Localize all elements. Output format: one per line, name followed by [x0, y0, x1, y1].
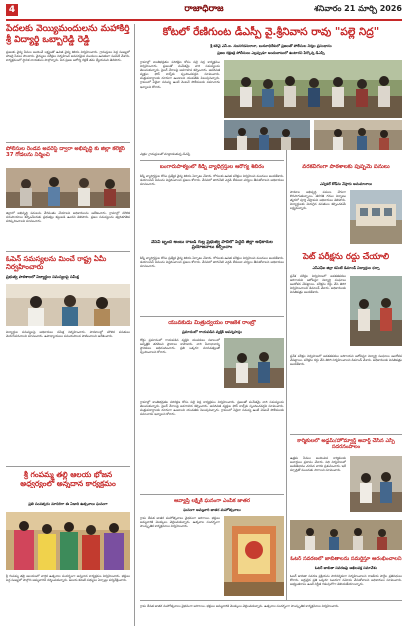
right-lower-photo-2: [290, 520, 402, 550]
column-divider: [134, 24, 135, 626]
divider: [140, 494, 284, 495]
left-bottom-body: శ్రీ గంపమ్మ తల్లి ఆలయంలో వార్షిక ఉత్సవాల సందర్భంగా అన్నదాన కార్యక్రమం నిర్వహించారు. భక్తులు పెద్ద సంఖ్యలో పాల్గొని అమ్మవారిని దర్శించుకున్నారు. ఆలయ కమిటీ సభ్యులు ఏర్పాట్లు పర్యవేక్షించారు.: [6, 574, 130, 583]
right-top-subhead: ఎన్నికల్ కోడ్‌ను వేస్తారు అనుమానాలు: [319, 182, 373, 186]
center-bottom-photo: [224, 516, 284, 596]
left-bottom-subhead: ప్రతి సంవత్సరం మాదిరిగా ఈ ఏడాది ఉత్సవాలు ఘనంగా: [28, 502, 108, 506]
left-mid2-subhead: ప్రభుత్వ పాఠశాలలో విద్యార్థుల సమస్యలపై సమీక్ష: [6, 275, 79, 279]
column-divider: [286, 150, 287, 600]
left-bottom-headline: శ్రీ గంపమ్మ తల్లి ఆలయ భోజన అధ్వర్యంలో అన్నదాన కార్యక్రమం: [20, 470, 116, 488]
masthead-divider: [6, 19, 402, 21]
right-mid-headline: పెట్ పరీక్షను రద్దు చేయాలి: [302, 252, 390, 262]
lead-body: గ్రామాల్లో శాంతిభద్రతల పరిరక్షణ కోసం పల్లె నిద్ర కార్యక్రమం నిర్వహించారు. ప్రజలతో మమేకమై వారి సమస్యలను తెలుసుకున్నారు. సైబర్ నేరాలపై అవగాహన కల్పించారు. అపరిచిత వ్యక్తుల ఫోన్ కాల్స్‌కు స్పందించవద్దని సూచించారు. మత్తుపదార్థాలకు దూరంగా ఉండాలని యువతకు పిలుపునిచ్చారు. గ్రామంలో ఏదైనా సమస్య ఉంటే వెంటనే పోలీసులకు సమాచారం ఇవ్వాలని కోరారు.: [140, 60, 220, 89]
right-mid-body-2: ప్రవేశ పరీక్షల నిర్వహణలో అవకతవకలు జరిగాయని ఆరోపిస్తూ విద్యార్థి సంఘాలు ఆందోళన చేపట్టాయి. పరీక్షను రద్దు చేసి తిరిగి నిర్వహించాలని డిమాండ్ చేశారు. అధికారులకు వినతిపత్రం అందజేశారు.: [290, 354, 402, 367]
masthead: [6, 3, 402, 20]
divider: [6, 251, 130, 252]
divider: [140, 316, 284, 317]
center-mid-headline-2: వేసవి బృంద అంబు రాబడి గుల్ల ప్రభుత్వ పాదిలో పెద్దది జిల్లా అధికారుల ప్రయోజనాలు కల్పించాం: [151, 240, 273, 251]
issue-date: శనివారం 21 మార్చి 2026: [314, 4, 402, 13]
left-mid2-photo: [6, 284, 130, 326]
center-bottom-body: గ్రామ దేవత జాతర మహోత్సవాలు వైభవంగా జరిగాయి. భక్తులు అమ్మవారికి మొక్కులు చెల్లించుకున్నారు. ఉత్సవాల సందర్భంగా సాంస్కృతిక కార్యక్రమాలు నిర్వహించారు.: [140, 516, 220, 529]
paper-name: రాజాధిరాజ: [184, 4, 224, 14]
right-lower-body: ఉత్తమ సేవలు అందించిన కార్మికులకు అవార్డులు ప్రదానం చేశారు. విధి నిర్వహణలో అంకితభావం చూపిన వారిని ప్రశంసించారు. ఇదే స్ఫూర్తితో ముందుకు సాగాలని సూచించారు.: [290, 456, 346, 473]
divider: [290, 434, 402, 435]
left-mid-body: జిల్లాలో అభివృద్ధి పనులను వేగవంతం చేయాలని అధికారులను ఆదేశించారు. గ్రామాల్లో మౌలిక సదుపాయాలు కల్పించేందుకు ప్రభుత్వం కట్టుబడి ఉందని తెలిపారు. ప్రజల సమస్యలను త్వరితగతిన పరిష్కరించాలని సూచించారు.: [6, 211, 130, 224]
lead-subhead-2: ప్రజల రక్షణకై పోలీసులు ఎల్లప్పుడూ అందుబాటులో ఉంటారని పేర్కొన్న డీఎస్పీ: [217, 51, 325, 55]
lead-photo-3: [314, 120, 402, 150]
bottom-subhead: ఓటర్ జాబితా సవరణపై అఖిలపక్ష సమావేశం: [314, 566, 378, 570]
right-mid-body: ప్రవేశ పరీక్షల నిర్వహణలో అవకతవకలు జరిగాయని ఆరోపిస్తూ విద్యార్థి సంఘాలు ఆందోళన చేపట్టాయి. పరీక్షను రద్దు చేసి తిరిగి నిర్వహించాలని డిమాండ్ చేశారు. అధికారులకు వినతిపత్రం అందజేశారు.: [290, 274, 346, 295]
center-mid-body-2: కిడ్నీ వ్యాధిగ్రస్తుల కోసం ప్రత్యేక వైద్య శిబిరం ఏర్పాటు చేశారు. రోగులకు ఉచిత పరీక్షలు నిర్వహించి మందులు అందజేశారు. డయాలసిస్ సేవలను విస్తరించాలని ప్రజలు కోరారు. వేసవిలో తాగునీటి ఎద్దడి లేకుండా చర్యలు తీసుకోవాలని అధికారులు సూచించారు.: [140, 256, 284, 269]
lead-photo: [224, 60, 402, 118]
lead-subhead-1: శ్రీ కలివై ఎస్.ఐ. నుఃనగదసురానా, బుశనాధిరేకులో ప్రజలతో పోలీసుల నిర్మల ప్రసంధానం: [210, 44, 332, 48]
right-mid-photo: [350, 276, 402, 346]
right-top-photo: [350, 190, 402, 244]
right-top-headline: వరకవిగంగా పాఠశాలకు పుష్పమే పనులు: [302, 164, 390, 170]
center-mid-headline: బంగారుపాళ్యంలో కిడ్ని వ్యాధిగ్రస్తుల ఆరోగ్య శిబిరం: [159, 164, 265, 170]
divider: [140, 600, 402, 601]
right-lower-headline: కార్మికులలో అడ్డమ్/హోమ్వార్డ్ అవార్డ్ చేసిన ఎస్పీ సదరనంపాలం: [297, 438, 395, 451]
bottom-body-2: గ్రామ దేవత జాతర మహోత్సవాలు వైభవంగా జరిగాయి. భక్తులు అమ్మవారికి మొక్కులు చెల్లించుకున్నారు. ఉత్సవాల సందర్భంగా సాంస్కృతిక కార్యక్రమాలు నిర్వహించారు.: [140, 604, 340, 608]
bottom-headline: ఓటర్ సవరణలో జాబితాలను సమర్థిస్తూ ఆరంభించాలని: [290, 556, 402, 562]
center-lower-body: రోడ్డు ప్రమాదంలో గాయపడిన వ్యక్తిని యువకులు సకాలంలో ఆస్పత్రికి తరలించి ప్రాణాలు కాపాడారు. వారి సేవాభావాన్ని స్థానికులు అభినందించారు. ప్రతి ఒక్కరూ మానవత్వంతో స్పందించాలని కోరారు.: [140, 338, 220, 355]
right-lower-photo: [350, 456, 402, 512]
divider: [6, 466, 130, 467]
center-lower-body-2: గ్రామాల్లో శాంతిభద్రతల పరిరక్షణ కోసం పల్లె నిద్ర కార్యక్రమం నిర్వహించారు. ప్రజలతో మమేకమై వారి సమస్యలను తెలుసుకున్నారు. సైబర్ నేరాలపై అవగాహన కల్పించారు. అపరిచిత వ్యక్తుల ఫోన్ కాల్స్‌కు స్పందించవద్దని సూచించారు. మత్తుపదార్థాలకు దూరంగా ఉండాలని యువతకు పిలుపునిచ్చారు. గ్రామంలో ఏదైనా సమస్య ఉంటే వెంటనే పోలీసులకు సమాచారం ఇవ్వాలని కోరారు.: [140, 400, 284, 417]
center-lower-photo: [224, 338, 284, 388]
lead-headline: కోటలో రేణిగుంట డీఎస్పీ వై.శ్రీనివాస రావు "పల్లె నిద్ర": [162, 26, 380, 38]
left-bottom-photo: [6, 512, 130, 570]
center-mid-body: కిడ్నీ వ్యాధిగ్రస్తుల కోసం ప్రత్యేక వైద్య శిబిరం ఏర్పాటు చేశారు. రోగులకు ఉచిత పరీక్షలు నిర్వహించి మందులు అందజేశారు. డయాలసిస్ సేవలను విస్తరించాలని ప్రజలు కోరారు. వేసవిలో తాగునీటి ఎద్దడి లేకుండా చర్యలు తీసుకోవాలని అధికారులు సూచించారు.: [140, 174, 284, 187]
left-mid-headline: పోలీసుల రెండవ అవరెస్ట్ ద్వారా అభివృద్ధి కు జిల్లా కలెక్టర్ 37 గోడలను నిర్మించి: [6, 146, 125, 159]
page-number: 4: [6, 4, 18, 16]
right-top-body: పాఠశాల అభివృద్ధి పనులు వేగంగా కొనసాగుతున్నాయి. తరగతి గదుల నిర్మాణం త్వరలో పూర్తి చేస్తామని అధికారులు తెలిపారు. విద్యార్థులకు మెరుగైన వసతులు కల్పించడమే లక్ష్యమన్నారు.: [290, 190, 346, 211]
center-lower-headline: యువకుడు మిత్రుద్వయం రాజకేశ రాంబ్రో: [168, 320, 256, 326]
divider: [140, 160, 284, 161]
left-mid2-body: విద్యార్థుల సమస్యలపై అధికారులు సమీక్ష నిర్వహించారు. పాఠశాలల్లో మౌలిక వసతులు మెరుగుపరచాలని సూచించారు. ఉపాధ్యాయులు సమయపాలన పాటించాలని ఆదేశించారు.: [6, 330, 130, 339]
divider: [6, 142, 130, 143]
left-top-body: ప్రజలకు వైద్య సేవలు అందించే లక్ష్యంతో ఉచిత వైద్య శిబిరం నిర్వహించారు. గ్రామస్తులు పెద్ద సంఖ్యలో హాజరై సేవలు పొందారు. వైద్యులు పరీక్షలు నిర్వహించి అవసరమైన మందులు ఉచితంగా పంపిణీ చేశారు. కార్యక్రమంలో స్థానిక నాయకులు పాల్గొన్నారు. పేద ప్రజల ఆరోగ్య రక్షణే తమ ధ్యేయమని తెలిపారు.: [6, 50, 130, 63]
lead-photo-2: [224, 120, 310, 150]
center-bottom-headline: ఆవ్యాప్తి లక్ష్మికి ఘనంగా ఎంపిక జాతర: [174, 498, 250, 504]
lead-photo-caption: చిత్రం: గ్రామస్తులతో మాట్లాడుతున్న డీఎస్పీ: [140, 152, 191, 156]
right-mid-subhead: ఎస్ఎఫ్ఐ జిల్లా కమిటీ డిమాండ్ విద్యార్థుల ధర్నా: [312, 266, 380, 270]
bottom-body: ఓటర్ జాబితా సవరణ ప్రక్రియను పారదర్శకంగా నిర్వహించాలని రాజకీయ పార్టీల ప్రతినిధులు కోరారు. అర్హులైన ప్రతి ఒక్కరూ ఓటరుగా నమోదు చేసుకోవాలని అధికారులు సూచించారు. అభ్యంతరాలు ఉంటే నిర్ణీత గడువులోగా తెలియజేయాలన్నారు.: [290, 574, 402, 587]
left-mid2-headline: ఓపెన్ సమస్యలను మించే రాష్ట్ర ఏమీ నిర్వహించారు: [6, 255, 107, 272]
left-top-headline: పేదలకు వెయ్యిమందులను మహాకీర్తి శ్రీ విద్యార్థి ఒబ్బారెడ్డి రెడ్డి: [6, 24, 130, 45]
center-lower-subhead: ప్రమాదంలో గాయపడిన వ్యక్తికి ఆపన్నహస్తం: [182, 330, 242, 334]
center-bottom-subhead: ఘనంగా అమ్మవారి జాతర మహోత్సవాలు: [183, 508, 241, 512]
left-mid-photo: [6, 168, 130, 208]
